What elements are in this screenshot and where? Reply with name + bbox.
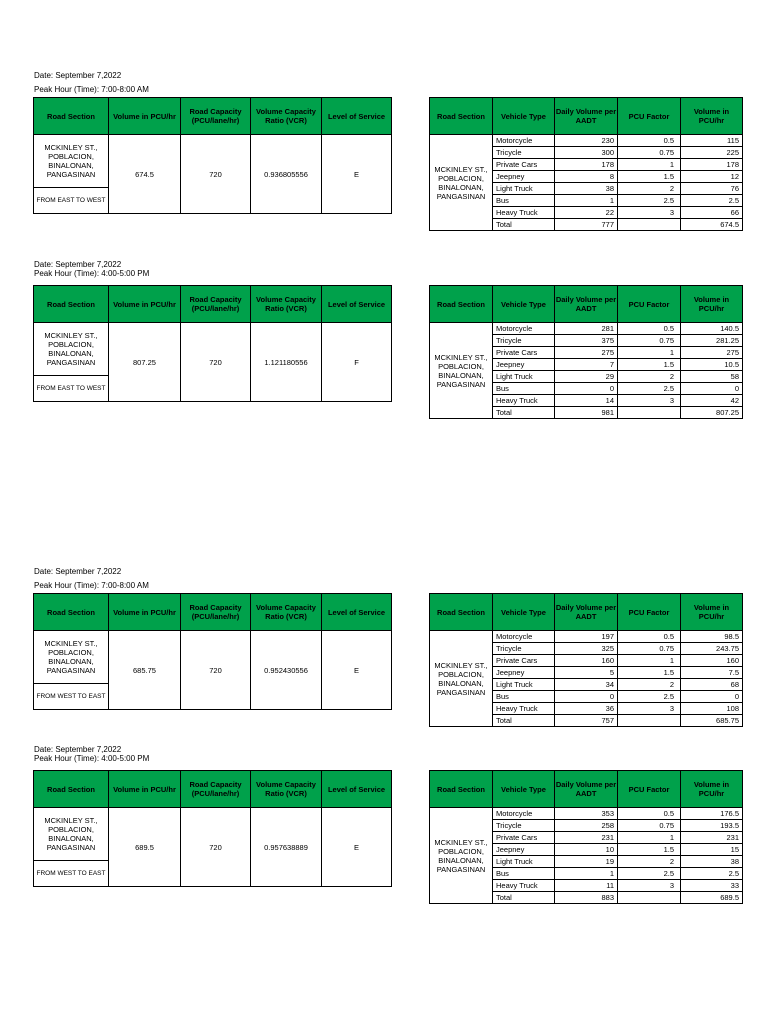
- total-aadt-cell: 981: [555, 407, 618, 419]
- report-block: [0, 259, 768, 419]
- pcu-factor-cell: 1: [618, 159, 681, 171]
- vehicle-type-cell: Heavy Truck: [493, 880, 555, 892]
- pcu-factor-cell: 2.5: [618, 868, 681, 880]
- aadt-cell: 281: [555, 323, 618, 335]
- road-section-cell: MCKINLEY ST., POBLACION, BINALONAN, PANGASINAN: [34, 631, 109, 684]
- vehicle-volume-cell: 193.5: [681, 820, 743, 832]
- peak-hour: Peak Hour (Time): 4:00-5:00 PM: [34, 269, 150, 278]
- pcu-factor-cell: 1: [618, 832, 681, 844]
- vehicle-header-cell: Vehicle Type: [493, 771, 555, 808]
- pcu-factor-cell: 1.5: [618, 667, 681, 679]
- los-header-cell: Road Section: [34, 286, 109, 323]
- total-label-cell: Total: [493, 407, 555, 419]
- los-cell: E: [322, 808, 392, 887]
- los-data-row: [34, 323, 392, 376]
- vehicle-volume-cell: 38: [681, 856, 743, 868]
- road-section-cell: MCKINLEY ST., POBLACION, BINALONAN, PANGASINAN: [34, 808, 109, 861]
- vehicle-volume-cell: 231: [681, 832, 743, 844]
- vehicle-type-cell: Motorcycle: [493, 323, 555, 335]
- vehicle-header-cell: PCU Factor: [618, 286, 681, 323]
- vehicle-header-row: [430, 286, 743, 323]
- los-header-cell: Volume Capacity Ratio (VCR): [251, 98, 322, 135]
- direction-cell: FROM EAST TO WEST: [34, 376, 109, 402]
- volume-cell: 685.75: [109, 631, 181, 710]
- aadt-cell: 7: [555, 359, 618, 371]
- vehicle-type-cell: Light Truck: [493, 679, 555, 691]
- vehicle-type-cell: Jeepney: [493, 667, 555, 679]
- pcu-factor-cell: 3: [618, 207, 681, 219]
- pcu-factor-cell: 3: [618, 395, 681, 407]
- vehicle-type-cell: Heavy Truck: [493, 703, 555, 715]
- vehicle-header-cell: PCU Factor: [618, 98, 681, 135]
- vcr-cell: 0.936805556: [251, 135, 322, 214]
- los-header-cell: Volume Capacity Ratio (VCR): [251, 594, 322, 631]
- capacity-cell: 720: [181, 808, 251, 887]
- vehicle-volume-cell: 66: [681, 207, 743, 219]
- level-of-service-table: [33, 770, 392, 887]
- vehicle-volume-table: [429, 770, 743, 904]
- los-header-cell: Volume in PCU/hr: [109, 594, 181, 631]
- vehicle-type-cell: Private Cars: [493, 832, 555, 844]
- vehicle-row: [430, 631, 743, 643]
- vcr-cell: 1.121180556: [251, 323, 322, 402]
- los-header-cell: Road Capacity (PCU/lane/hr): [181, 594, 251, 631]
- vehicle-volume-cell: 68: [681, 679, 743, 691]
- los-header-cell: Volume Capacity Ratio (VCR): [251, 771, 322, 808]
- vehicle-header-cell: Volume in PCU/hr: [681, 98, 743, 135]
- vehicle-volume-cell: 2.5: [681, 868, 743, 880]
- total-volume-cell: 685.75: [681, 715, 743, 727]
- capacity-cell: 720: [181, 631, 251, 710]
- vehicle-header-cell: Road Section: [430, 98, 493, 135]
- los-header-cell: Level of Service: [322, 771, 392, 808]
- aadt-cell: 353: [555, 808, 618, 820]
- los-header-cell: Level of Service: [322, 286, 392, 323]
- pcu-factor-cell: 0.75: [618, 643, 681, 655]
- pcu-factor-cell: 2: [618, 371, 681, 383]
- aadt-cell: 258: [555, 820, 618, 832]
- aadt-cell: 1: [555, 195, 618, 207]
- aadt-cell: 8: [555, 171, 618, 183]
- road-section-cell: MCKINLEY ST., POBLACION, BINALONAN, PANGASINAN: [34, 135, 109, 188]
- aadt-cell: 5: [555, 667, 618, 679]
- pcu-factor-cell: 0.5: [618, 808, 681, 820]
- aadt-cell: 10: [555, 844, 618, 856]
- pcu-factor-cell: 1: [618, 655, 681, 667]
- vehicle-header-cell: Road Section: [430, 286, 493, 323]
- los-header-cell: Volume in PCU/hr: [109, 286, 181, 323]
- vehicle-volume-cell: 98.5: [681, 631, 743, 643]
- pcu-factor-cell: 0.5: [618, 631, 681, 643]
- vehicle-type-cell: Tricycle: [493, 147, 555, 159]
- los-cell: E: [322, 631, 392, 710]
- pcu-factor-cell: 1: [618, 347, 681, 359]
- vehicle-volume-cell: 0: [681, 691, 743, 703]
- vehicle-volume-cell: 10.5: [681, 359, 743, 371]
- aadt-cell: 29: [555, 371, 618, 383]
- vehicle-type-cell: Motorcycle: [493, 135, 555, 147]
- aadt-cell: 1: [555, 868, 618, 880]
- vehicle-header-row: [430, 98, 743, 135]
- total-pcu-cell: [618, 407, 681, 419]
- aadt-cell: 197: [555, 631, 618, 643]
- report-block: [0, 70, 768, 230]
- vehicle-row: [430, 135, 743, 147]
- vehicle-type-cell: Tricycle: [493, 820, 555, 832]
- los-header-cell: Level of Service: [322, 594, 392, 631]
- pcu-factor-cell: 0.75: [618, 335, 681, 347]
- report-block: [0, 744, 768, 904]
- peak-hour: Peak Hour (Time): 7:00-8:00 AM: [34, 85, 149, 94]
- vehicle-header-cell: Daily Volume per AADT: [555, 286, 618, 323]
- vehicle-volume-cell: 115: [681, 135, 743, 147]
- vehicle-header-cell: Daily Volume per AADT: [555, 594, 618, 631]
- los-header-cell: Road Section: [34, 98, 109, 135]
- los-data-row: [34, 808, 392, 861]
- level-of-service-table: [33, 285, 392, 402]
- pcu-factor-cell: 2.5: [618, 383, 681, 395]
- total-volume-cell: 689.5: [681, 892, 743, 904]
- vehicle-header-cell: PCU Factor: [618, 771, 681, 808]
- vehicle-header-cell: Vehicle Type: [493, 98, 555, 135]
- aadt-cell: 11: [555, 880, 618, 892]
- vehicle-road-section-cell: MCKINLEY ST., POBLACION, BINALONAN, PANGASINAN: [430, 323, 493, 419]
- aadt-cell: 300: [555, 147, 618, 159]
- vehicle-type-cell: Light Truck: [493, 856, 555, 868]
- vehicle-volume-cell: 176.5: [681, 808, 743, 820]
- report-date: Date: September 7,2022: [34, 567, 122, 576]
- vehicle-type-cell: Light Truck: [493, 183, 555, 195]
- vehicle-header-cell: Vehicle Type: [493, 594, 555, 631]
- vehicle-volume-cell: 33: [681, 880, 743, 892]
- vehicle-volume-cell: 140.5: [681, 323, 743, 335]
- vehicle-type-cell: Heavy Truck: [493, 395, 555, 407]
- vehicle-type-cell: Private Cars: [493, 159, 555, 171]
- los-header-row: [34, 594, 392, 631]
- vehicle-type-cell: Private Cars: [493, 655, 555, 667]
- vehicle-header-cell: Road Section: [430, 771, 493, 808]
- level-of-service-table: [33, 593, 392, 710]
- vehicle-row: [430, 808, 743, 820]
- total-pcu-cell: [618, 219, 681, 231]
- vehicle-header-row: [430, 771, 743, 808]
- total-pcu-cell: [618, 715, 681, 727]
- vehicle-type-cell: Private Cars: [493, 347, 555, 359]
- aadt-cell: 38: [555, 183, 618, 195]
- vehicle-type-cell: Bus: [493, 868, 555, 880]
- vehicle-volume-cell: 2.5: [681, 195, 743, 207]
- vehicle-volume-cell: 275: [681, 347, 743, 359]
- vehicle-header-cell: Volume in PCU/hr: [681, 771, 743, 808]
- vehicle-volume-cell: 12: [681, 171, 743, 183]
- vehicle-header-cell: Daily Volume per AADT: [555, 771, 618, 808]
- vehicle-header-cell: PCU Factor: [618, 594, 681, 631]
- peak-hour: Peak Hour (Time): 4:00-5:00 PM: [34, 754, 150, 763]
- los-header-row: [34, 286, 392, 323]
- vehicle-volume-cell: 7.5: [681, 667, 743, 679]
- capacity-cell: 720: [181, 135, 251, 214]
- vehicle-type-cell: Bus: [493, 195, 555, 207]
- vehicle-volume-cell: 225: [681, 147, 743, 159]
- vehicle-header-cell: Road Section: [430, 594, 493, 631]
- direction-cell: FROM WEST TO EAST: [34, 684, 109, 710]
- pcu-factor-cell: 0.75: [618, 820, 681, 832]
- vehicle-type-cell: Bus: [493, 691, 555, 703]
- los-header-cell: Road Section: [34, 771, 109, 808]
- peak-hour: Peak Hour (Time): 7:00-8:00 AM: [34, 581, 149, 590]
- vehicle-volume-cell: 160: [681, 655, 743, 667]
- los-header-cell: Level of Service: [322, 98, 392, 135]
- vehicle-volume-cell: 76: [681, 183, 743, 195]
- vcr-cell: 0.957638889: [251, 808, 322, 887]
- direction-cell: FROM WEST TO EAST: [34, 861, 109, 887]
- aadt-cell: 36: [555, 703, 618, 715]
- vehicle-type-cell: Jeepney: [493, 171, 555, 183]
- aadt-cell: 231: [555, 832, 618, 844]
- total-label-cell: Total: [493, 715, 555, 727]
- vehicle-volume-cell: 15: [681, 844, 743, 856]
- direction-cell: FROM EAST TO WEST: [34, 188, 109, 214]
- vehicle-volume-cell: 42: [681, 395, 743, 407]
- aadt-cell: 34: [555, 679, 618, 691]
- vehicle-header-cell: Vehicle Type: [493, 286, 555, 323]
- vehicle-type-cell: Tricycle: [493, 335, 555, 347]
- los-data-row: [34, 135, 392, 188]
- vehicle-type-cell: Jeepney: [493, 844, 555, 856]
- level-of-service-table: [33, 97, 392, 214]
- aadt-cell: 160: [555, 655, 618, 667]
- aadt-cell: 375: [555, 335, 618, 347]
- los-header-cell: Volume Capacity Ratio (VCR): [251, 286, 322, 323]
- vehicle-type-cell: Jeepney: [493, 359, 555, 371]
- total-label-cell: Total: [493, 219, 555, 231]
- report-block: [0, 566, 768, 726]
- total-volume-cell: 674.5: [681, 219, 743, 231]
- vehicle-header-cell: Volume in PCU/hr: [681, 286, 743, 323]
- pcu-factor-cell: 3: [618, 880, 681, 892]
- volume-cell: 807.25: [109, 323, 181, 402]
- total-volume-cell: 807.25: [681, 407, 743, 419]
- vehicle-header-row: [430, 594, 743, 631]
- aadt-cell: 0: [555, 383, 618, 395]
- vehicle-volume-cell: 178: [681, 159, 743, 171]
- vehicle-type-cell: Bus: [493, 383, 555, 395]
- los-header-cell: Volume in PCU/hr: [109, 771, 181, 808]
- pcu-factor-cell: 2: [618, 183, 681, 195]
- los-header-row: [34, 98, 392, 135]
- total-label-cell: Total: [493, 892, 555, 904]
- los-header-cell: Road Capacity (PCU/lane/hr): [181, 286, 251, 323]
- pcu-factor-cell: 0.5: [618, 135, 681, 147]
- report-date: Date: September 7,2022: [34, 71, 122, 80]
- total-aadt-cell: 777: [555, 219, 618, 231]
- aadt-cell: 22: [555, 207, 618, 219]
- pcu-factor-cell: 3: [618, 703, 681, 715]
- vehicle-type-cell: Motorcycle: [493, 631, 555, 643]
- vehicle-type-cell: Tricycle: [493, 643, 555, 655]
- aadt-cell: 19: [555, 856, 618, 868]
- report-date: Date: September 7,2022: [34, 745, 122, 754]
- los-header-cell: Road Capacity (PCU/lane/hr): [181, 771, 251, 808]
- volume-cell: 674.5: [109, 135, 181, 214]
- pcu-factor-cell: 0.5: [618, 323, 681, 335]
- aadt-cell: 14: [555, 395, 618, 407]
- pcu-factor-cell: 1.5: [618, 359, 681, 371]
- pcu-factor-cell: 1.5: [618, 844, 681, 856]
- report-date: Date: September 7,2022: [34, 260, 122, 269]
- aadt-cell: 275: [555, 347, 618, 359]
- pcu-factor-cell: 1.5: [618, 171, 681, 183]
- pcu-factor-cell: 2: [618, 856, 681, 868]
- los-header-cell: Road Section: [34, 594, 109, 631]
- vehicle-header-cell: Volume in PCU/hr: [681, 594, 743, 631]
- vehicle-volume-table: [429, 593, 743, 727]
- aadt-cell: 0: [555, 691, 618, 703]
- los-data-row: [34, 631, 392, 684]
- total-aadt-cell: 883: [555, 892, 618, 904]
- vehicle-volume-cell: 243.75: [681, 643, 743, 655]
- vehicle-row: [430, 323, 743, 335]
- aadt-cell: 178: [555, 159, 618, 171]
- pcu-factor-cell: 0.75: [618, 147, 681, 159]
- vehicle-volume-cell: 58: [681, 371, 743, 383]
- vcr-cell: 0.952430556: [251, 631, 322, 710]
- los-header-cell: Road Capacity (PCU/lane/hr): [181, 98, 251, 135]
- vehicle-type-cell: Heavy Truck: [493, 207, 555, 219]
- pcu-factor-cell: 2.5: [618, 195, 681, 207]
- los-cell: F: [322, 323, 392, 402]
- capacity-cell: 720: [181, 323, 251, 402]
- los-cell: E: [322, 135, 392, 214]
- aadt-cell: 325: [555, 643, 618, 655]
- aadt-cell: 230: [555, 135, 618, 147]
- vehicle-header-cell: Daily Volume per AADT: [555, 98, 618, 135]
- pcu-factor-cell: 2.5: [618, 691, 681, 703]
- vehicle-volume-cell: 0: [681, 383, 743, 395]
- pcu-factor-cell: 2: [618, 679, 681, 691]
- los-header-cell: Volume in PCU/hr: [109, 98, 181, 135]
- vehicle-road-section-cell: MCKINLEY ST., POBLACION, BINALONAN, PANGASINAN: [430, 135, 493, 231]
- vehicle-volume-cell: 281.25: [681, 335, 743, 347]
- vehicle-type-cell: Light Truck: [493, 371, 555, 383]
- vehicle-volume-cell: 108: [681, 703, 743, 715]
- vehicle-volume-table: [429, 97, 743, 231]
- road-section-cell: MCKINLEY ST., POBLACION, BINALONAN, PANGASINAN: [34, 323, 109, 376]
- vehicle-road-section-cell: MCKINLEY ST., POBLACION, BINALONAN, PANGASINAN: [430, 808, 493, 904]
- total-aadt-cell: 757: [555, 715, 618, 727]
- los-header-row: [34, 771, 392, 808]
- vehicle-volume-table: [429, 285, 743, 419]
- vehicle-type-cell: Motorcycle: [493, 808, 555, 820]
- vehicle-road-section-cell: MCKINLEY ST., POBLACION, BINALONAN, PANGASINAN: [430, 631, 493, 727]
- volume-cell: 689.5: [109, 808, 181, 887]
- total-pcu-cell: [618, 892, 681, 904]
